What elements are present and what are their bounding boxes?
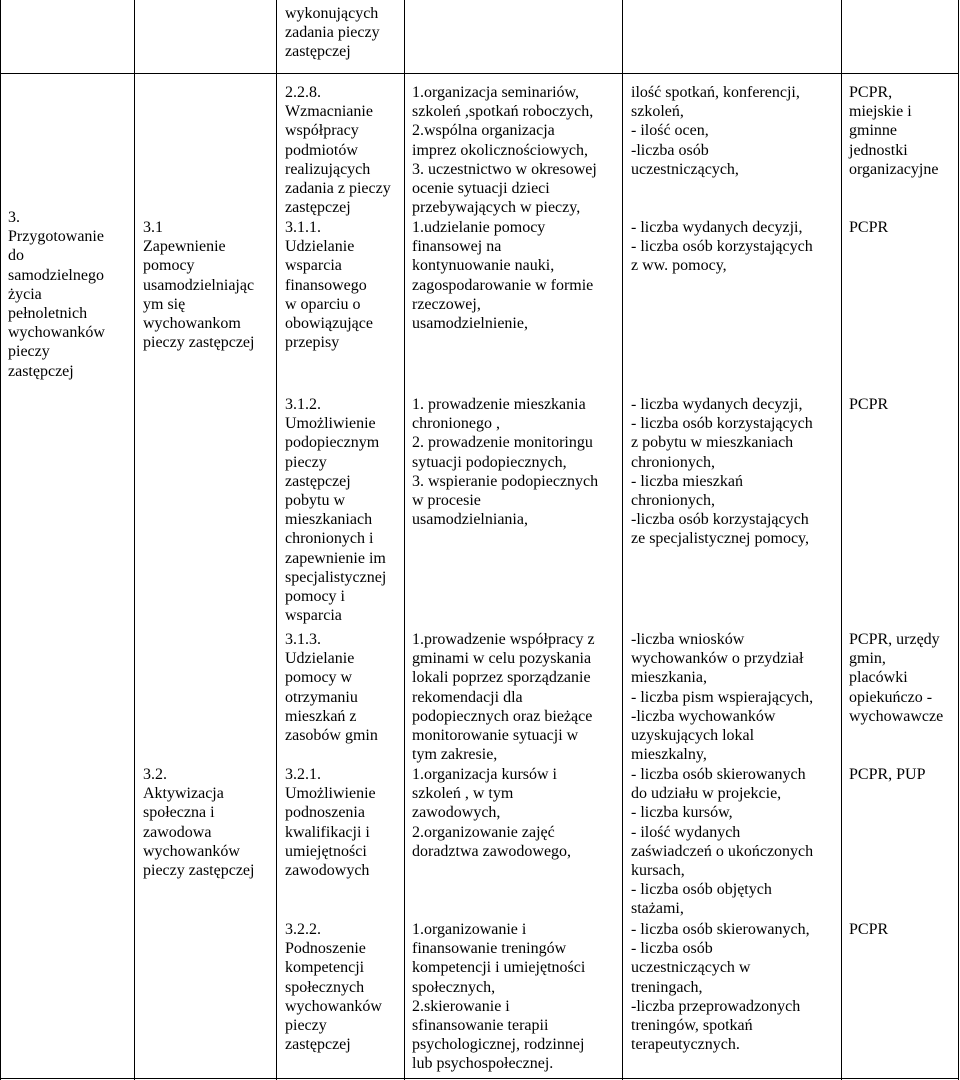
- responsible-2-2-8-text: PCPR, miejskie i gminne jednostki organizacyjne: [849, 84, 939, 178]
- activities-3-1-1-text: 1.udzielanie pomocy finansowej na kontynuowanie nauki, zagospodarowanie w formie rzeczowej, usamodzielnienie,: [412, 219, 594, 333]
- responsible-3-1-2-text: PCPR: [849, 396, 889, 413]
- indicators-3-1-3-text: -liczba wniosków wychowanków o przydział mieszkania, - liczba pism wspierających, -liczba wychowanków uzyskujących lokal mieszkalny,: [631, 631, 814, 764]
- table-border-bottom: [0, 1078, 959, 1079]
- activities-3-1-3-text: 1.prowadzenie współpracy z gminami w celu pozyskania lokali poprzez sporządzanie rekomendacji dla podopiecznych oraz bieżące monitorowanie sytuacji w tym zakresie,: [412, 631, 595, 764]
- indicators-3-1-1-text: - liczba wydanych decyzji, - liczba osób korzystających z ww. pomocy,: [631, 219, 813, 275]
- column-divider-5: [841, 0, 842, 1080]
- responsible-3-1-1-text: PCPR: [849, 219, 889, 236]
- task-continuation-text: wykonujących zadania pieczy zastępczej: [285, 5, 380, 61]
- activities-3-1-2-text: 1. prowadzenie mieszkania chronionego , 2. prowadzenie monitoringu sytuacji podopiecznych, 3. wspieranie podopiecznych w procesie usamodzielniania,: [412, 396, 599, 529]
- objective-3-2-text: 3.2. Aktywizacja społeczna i zawodowa wychowanków pieczy zastępczej: [143, 766, 255, 880]
- task-3-1-3-text: 3.1.3. Udzielanie pomocy w otrzymaniu mieszkań z zasobów gmin: [285, 631, 378, 745]
- responsible-3-1-3-text: PCPR, urzędy gmin, placówki opiekuńczo - wychowawcze: [849, 631, 944, 725]
- table-border-right: [958, 0, 959, 1080]
- goal-3-text: 3. Przygotowanie do samodzielnego życia pełnoletnich wychowanków pieczy zastępczej: [8, 209, 105, 380]
- task-3-2-1-text: 3.2.1. Umożliwienie podnoszenia kwalifikacji i umiejętności zawodowych: [285, 766, 376, 880]
- row-divider-top: [0, 73, 959, 74]
- task-3-1-1-text: 3.1.1. Udzielanie wsparcia finansowego w oparciu o obowiązujące przepisy: [285, 219, 373, 352]
- column-divider-2: [276, 0, 277, 1080]
- indicators-3-1-2-text: - liczba wydanych decyzji, - liczba osób korzystających z pobytu w mieszkaniach chronionych, - liczba mieszkań chronionych, -liczba osób korzystających ze specjalistycznej pomocy,: [631, 396, 813, 548]
- column-divider-4: [622, 0, 623, 1080]
- column-divider-3: [404, 0, 405, 1080]
- activities-2-2-8-text: 1.organizacja seminariów, szkoleń ,spotkań roboczych, 2.wspólna organizacja imprez okolicznościowych, 3. uczestnictwo w okresowej ocenie sytuacji dzieci przebywających w pieczy,: [412, 84, 597, 217]
- activities-3-2-2-text: 1.organizowanie i finansowanie treningów kompetencji i umiejętności społecznych, 2.skierowanie i sfinansowanie terapii psychologicznej, rodzinnej lub psychospołecznej.: [412, 921, 586, 1073]
- responsible-3-2-2-text: PCPR: [849, 921, 889, 938]
- indicators-3-2-2-text: - liczba osób skierowanych, - liczba osób uczestniczących w treningach, -liczba przeprowadzonych treningów, spotkań terapeutycznych.: [631, 921, 810, 1054]
- column-divider-1: [134, 0, 135, 1080]
- objective-3-1-text: 3.1 Zapewnienie pomocy usamodzielniając ym się wychowankom pieczy zastępczej: [143, 219, 255, 352]
- responsible-3-2-1-text: PCPR, PUP: [849, 766, 926, 783]
- task-2-2-8-text: 2.2.8. Wzmacnianie współpracy podmiotów realizujących zadania z pieczy zastępczej: [285, 84, 391, 217]
- indicators-2-2-8-text: ilość spotkań, konferencji, szkoleń, - ilość ocen, -liczba osób uczestniczących,: [631, 84, 800, 178]
- task-3-2-2-text: 3.2.2. Podnoszenie kompetencji społecznych wychowanków pieczy zastępczej: [285, 921, 382, 1054]
- table-border-left: [0, 0, 1, 1080]
- task-3-1-2-text: 3.1.2. Umożliwienie podopiecznym pieczy zastępczej pobytu w mieszkaniach chronionych i zapewnienie im specjalistycznej pomocy i wsparcia: [285, 396, 387, 625]
- activities-3-2-1-text: 1.organizacja kursów i szkoleń , w tym zawodowych, 2.organizowanie zajęć doradztwa zawodowego,: [412, 766, 572, 860]
- indicators-3-2-1-text: - liczba osób skierowanych do udziału w projekcie, - liczba kursów, - ilość wydanych zaświadczeń o ukończonych kursach, - liczba osób objętych stażami,: [631, 766, 814, 918]
